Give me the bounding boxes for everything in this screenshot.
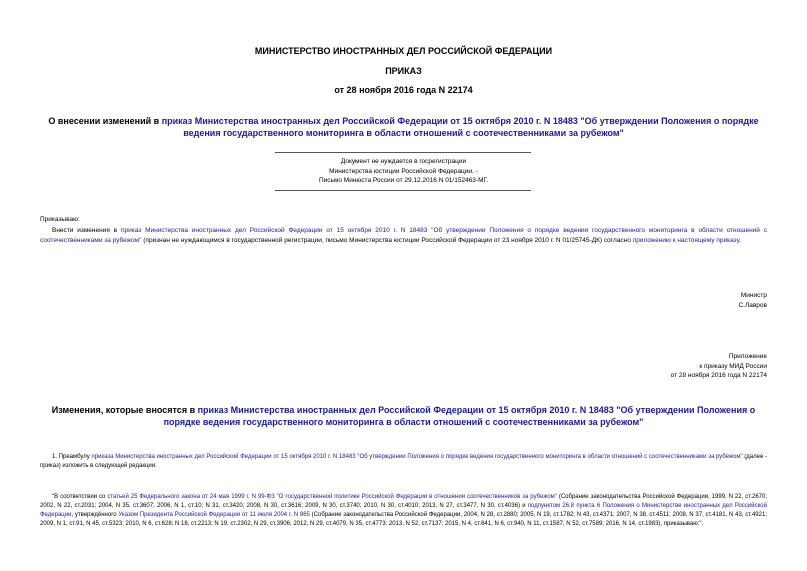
quote-text-3: (Собрание законодательства Российской Федерации, 2004, N 28, ст.2880; 2005, N 19, ст.1782; N 43, ст.4371; 2007, N 38, ст.4511; 2008, N 37, ст.4181, N 43, ст.4921; 2009, N 1, ст.91, N 45, ст.5323; 2010, N 6, ст.628; N 18, ст.2213; N 19, ст.2302, N 29, ст.3906; 2012, N 29, ст.4079, N 35, ст.4773; 2013, N 52, ст.7137; 2015, N 4, ст.641, N 6, ст.940, N 11, ст.1587, N 52, ст.7589; 2016, N 14, ст.1983), приказываю:". (40, 512, 767, 527)
quote-decree-link[interactable]: Указом Президента Российской Федерации от 11 июля 2004 г. N 865 (118, 512, 310, 518)
ministry-heading: МИНИСТЕРСТВО ИНОСТРАННЫХ ДЕЛ РОССИЙСКОЙ ФЕДЕРАЦИИ (254, 46, 553, 56)
order-paragraph (40, 226, 767, 246)
item-1-order-link[interactable]: приказа Министерства иностранных дел Российской Федерации от 15 октября 2010 г. N 18483 "Об утверждении Положения о порядке ведения государственного мониторинга в области отношений с соотечественниками за рубежом" (91, 454, 743, 460)
appendix-line-2: к приказу МИД России (699, 362, 767, 370)
title-order-link[interactable]: приказ Министерства иностранных дел Российской Федерации от 15 октября 2010 г. N 18483 "Об утверждении Положения о порядке ведения государственного мониторинга в области отношений с соотечественниками за рубежом" (161, 116, 759, 138)
item-1-prefix: 1. Преамбулу (52, 454, 92, 460)
appendix-line-1: Приложение (728, 353, 767, 360)
quote-law-link[interactable]: статьей 25 Федерального закона от 24 мая 1999 г. N 99-ФЗ "О государственной политике Российской Федерации в отношении соотечественников за рубежом" (107, 494, 557, 500)
preamble-quote (40, 493, 767, 529)
order-mid-text: (признан не нуждающимся в государственной регистрации, письмо Министерства юстиции Российской Федерации от 23 ноября 2010 г. N 01/25745-ДК) согласно (141, 237, 633, 244)
document-title (40, 115, 767, 139)
appendix-reference (671, 352, 767, 381)
order-word: Приказываю: (40, 216, 80, 223)
order-end: . (739, 237, 741, 244)
note-line-2: Министерства юстиции Российской Федерации. - (329, 167, 478, 175)
order-link-appendix[interactable]: приложению к настоящему приказу (632, 237, 740, 244)
title-prefix: О внесении изменений в (48, 116, 162, 126)
item-1-suffix: (далее - приказ) изложить в следующей редакции: (40, 454, 767, 469)
changes-title-order-link[interactable]: приказ Министерства иностранных дел Российской Федерации от 15 октября 2010 г. N 18483 "Об утверждении Положения о порядке ведения государственного мониторинга в области отношений с соотечественниками за рубежом" (163, 405, 756, 427)
changes-title (40, 404, 767, 428)
order-intro: Внести изменения в (52, 227, 121, 234)
registration-note (0, 157, 807, 186)
signature-block (738, 291, 767, 311)
quote-open: "В соответствии со (52, 494, 108, 500)
quote-regulation-link[interactable]: подпунктом 26.8 пункта 6 Положения о Министерстве иностранных дел Российской Федерации (40, 503, 767, 518)
signature-position: Министр (740, 292, 767, 299)
note-bottom-divider (275, 190, 531, 191)
quote-text-2: , утверждённого (71, 512, 119, 518)
note-line-3: Письмо Минюста России от 29.12.2016 N 01/152463-МГ. (318, 177, 489, 184)
item-1-paragraph (40, 453, 767, 471)
note-line-1: Документ не нуждается в госрегистрации (340, 158, 467, 165)
changes-title-prefix: Изменения, которые вносятся в (51, 405, 198, 415)
appendix-line-3: от 28 ноября 2016 года N 22174 (670, 372, 767, 379)
quote-text-1: (Собрание законодательства Российской Федерации, 1999, N 22, ст.2670; 2002, N 22, ст.2031; 2004, N 35, ст.3607; 2006, N 1, ст.10; N 31, ст.3420; 2008, N 30, ст.3616; 2009, N 30, ст.3740; 2010, N 30, ст.4010; 2013, N 27, ст.3477, N 30, ст.4036) и (40, 494, 767, 509)
order-link-base-order[interactable]: приказ Министерства иностранных дел Российской Федерации от 15 октября 2010 г. N 18483 "Об утверждении Положения о порядке ведения государственного мониторинга в области отношений с соотечественниками за рубежом" (40, 227, 767, 244)
doc-type-heading: ПРИКАЗ (385, 66, 422, 76)
doc-date-number: от 28 ноября 2016 года N 22174 (334, 85, 473, 95)
note-top-divider (275, 152, 531, 153)
signature-name: С.Лавров (738, 302, 767, 309)
